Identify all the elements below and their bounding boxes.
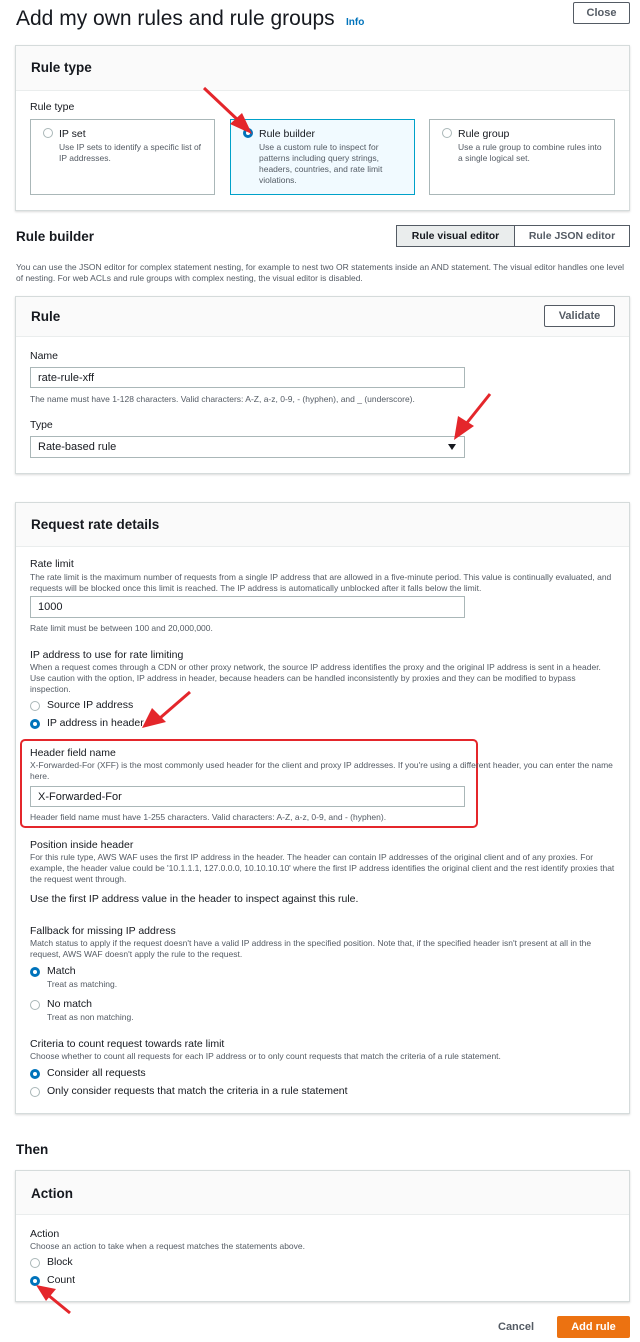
add-rule-button[interactable]: Add rule: [557, 1316, 630, 1338]
panel-title: Request rate details: [31, 517, 160, 532]
tab-json-editor[interactable]: Rule JSON editor: [528, 230, 616, 242]
radio-ip-set[interactable]: [43, 128, 53, 138]
position-label: Position inside header: [30, 839, 134, 851]
match-label: Match: [47, 965, 76, 977]
radio-ip-in-header[interactable]: [30, 719, 40, 729]
fallback-label: Fallback for missing IP address: [30, 925, 176, 937]
tile-desc: Use a custom rule to inspect for patterns including query strings, headers, countries, and rate limit violations.: [259, 142, 383, 185]
annotation-arrow-icon: [448, 390, 496, 446]
panel-title: Action: [31, 1186, 73, 1201]
panel-title: Rule type: [31, 60, 92, 75]
page-title: Add my own rules and rule groups: [16, 7, 335, 30]
tile-desc: Use a rule group to combine rules into a single logical set.: [458, 142, 602, 163]
header-field-hint: Header field name must have 1-255 characters. Valid characters: A-Z, a-z, 0-9, and - (hyphen).: [30, 812, 387, 822]
radio-rule-group[interactable]: [442, 128, 452, 138]
no-match-desc: Treat as non matching.: [47, 1012, 134, 1022]
type-label: Type: [30, 419, 53, 431]
only-matching-label: Only consider requests that match the criteria in a rule statement: [47, 1085, 348, 1097]
no-match-label: No match: [47, 998, 92, 1010]
panel-title: Rule: [31, 309, 61, 324]
name-hint: The name must have 1-128 characters. Valid characters: A-Z, a-z, 0-9, - (hyphen), and _ (underscore).: [30, 394, 415, 404]
annotation-arrow-icon: [34, 1283, 74, 1317]
action-label: Action: [30, 1228, 60, 1240]
type-select[interactable]: [30, 436, 465, 458]
action-desc: Choose an action to take when a request matches the statements above.: [30, 1241, 306, 1251]
ip-desc: When a request comes through a CDN or other proxy network, the source IP address identifies the proxy and the original IP address is sent in a header. Use caution with the option, IP address in header, because headers can be handled inconsistently by proxies and they can be modified to bypass inspection.: [30, 662, 601, 694]
position-desc: For this rule type, AWS WAF uses the first IP address in the header. The header can contain IP addresses of the original client and of any proxies. For example, the header value could be '10.1.1.1, 127.0.0.0, 10.10.10.10' where the first IP address identifies the original client and the rest identify proxies that the request went through.: [30, 852, 615, 884]
tile-desc: Use IP sets to identify a specific list of IP addresses.: [59, 142, 202, 163]
source-ip-label: Source IP address: [47, 699, 134, 711]
close-button[interactable]: Close: [573, 2, 630, 24]
criteria-label: Criteria to count request towards rate limit: [30, 1038, 225, 1050]
rule-builder-title: Rule builder: [16, 229, 95, 244]
tab-visual-editor[interactable]: Rule visual editor: [397, 226, 515, 246]
fallback-desc: Match status to apply if the request doesn't have a valid IP address in the specified position. Note that, if the specified header isn't present at all in the request, AWS WAF doesn't apply the rule to the request.: [30, 938, 592, 959]
rate-limit-hint: Rate limit must be between 100 and 20,000,000.: [30, 623, 213, 633]
cancel-button[interactable]: Cancel: [498, 1321, 535, 1333]
ip-label: IP address to use for rate limiting: [30, 649, 184, 661]
criteria-desc: Choose whether to count all requests for each IP address or to only count requests that match the criteria of a rule statement.: [30, 1051, 501, 1061]
tile-title: IP set: [59, 128, 86, 140]
radio-source-ip[interactable]: [30, 701, 40, 711]
header-field-input[interactable]: X-Forwarded-For: [30, 786, 465, 807]
rate-limit-desc: The rate limit is the maximum number of requests from a single IP address that are allowed in a five-minute period. This value is continually evaluated, and requests will be blocked once this limit is reached. The IP address is automatically unblocked after it falls below the limit.: [30, 572, 612, 593]
tile-rule-group[interactable]: [429, 119, 615, 195]
rate-limit-label: Rate limit: [30, 558, 74, 570]
header-field-label: Header field name: [30, 747, 116, 759]
radio-consider-all[interactable]: [30, 1069, 40, 1079]
radio-block[interactable]: [30, 1258, 40, 1268]
rule-builder-desc: You can use the JSON editor for complex statement nesting, for example to nest two OR statements inside an AND statement. The visual editor handles one level of nesting. For web ACLs and rule groups with complex nesting, the visual editor is disabled.: [16, 262, 625, 283]
count-label: Count: [47, 1274, 76, 1286]
radio-no-match[interactable]: [30, 1000, 40, 1010]
info-link[interactable]: Info: [346, 17, 365, 28]
then-title: Then: [16, 1142, 49, 1157]
annotation-arrow-icon: [138, 688, 194, 734]
block-label: Block: [47, 1256, 73, 1268]
name-label: Name: [30, 350, 59, 362]
consider-all-label: Consider all requests: [47, 1067, 146, 1079]
rate-limit-input[interactable]: 1000: [30, 596, 465, 618]
annotation-arrow-icon: [200, 84, 260, 140]
match-desc: Treat as matching.: [47, 979, 118, 989]
rule-type-label: Rule type: [30, 101, 75, 113]
editor-tabs: [396, 225, 630, 247]
tile-title: Rule builder: [259, 128, 316, 140]
tile-ip-set[interactable]: [30, 119, 215, 195]
name-input[interactable]: rate-rule-xff: [30, 367, 465, 388]
tile-title: Rule group: [458, 128, 510, 140]
radio-only-matching[interactable]: [30, 1087, 40, 1097]
validate-button[interactable]: Validate: [544, 305, 615, 327]
header-field-desc: X-Forwarded-For (XFF) is the most commonly used header for the client and proxy IP addresses. If you're using a different header, you can enter the name here.: [30, 760, 613, 781]
ip-in-header-label: IP address in header: [47, 717, 144, 729]
radio-match[interactable]: [30, 967, 40, 977]
position-value: Use the first IP address value in the header to inspect against this rule.: [30, 893, 359, 905]
action-panel: [15, 1170, 630, 1302]
type-select-value: Rate-based rule: [38, 441, 117, 453]
